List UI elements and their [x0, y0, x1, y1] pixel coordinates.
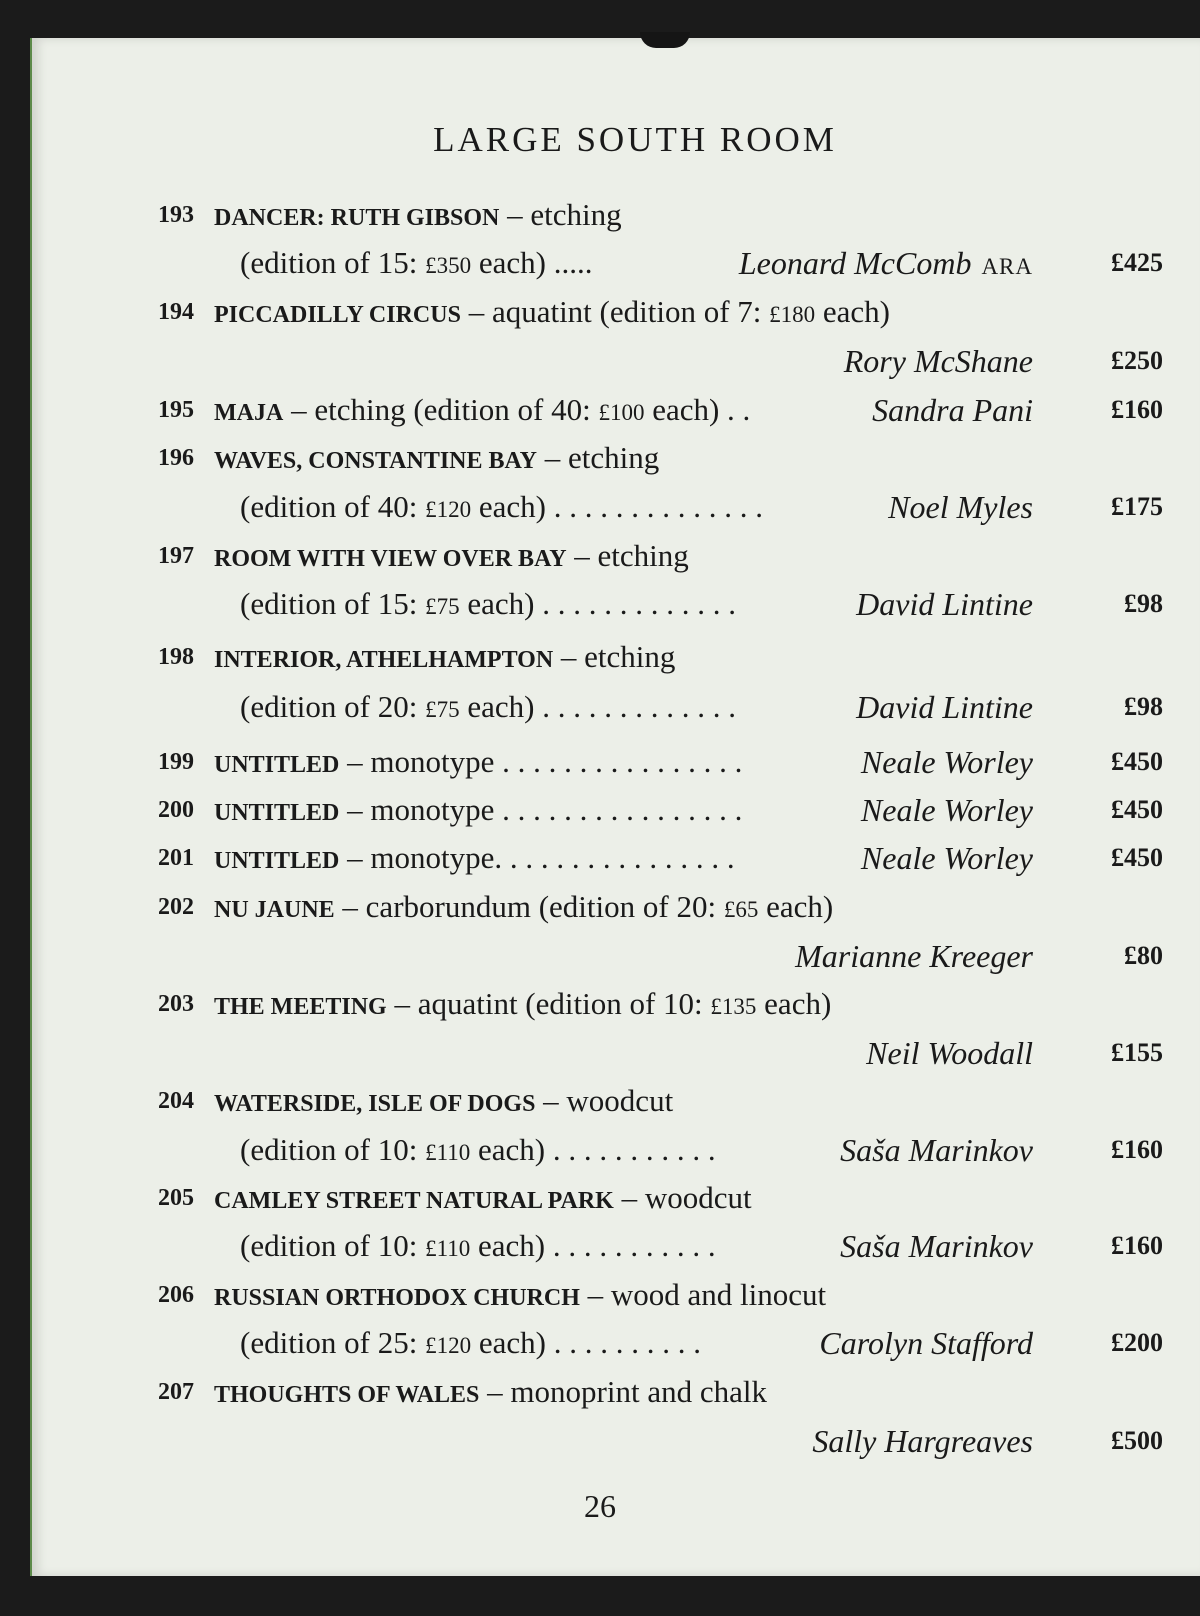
- entry-number: 204: [158, 1088, 194, 1114]
- entry-medium: monotype . . . . . . . . . . . . . . . .: [370, 792, 743, 827]
- entry-price-each: £100: [598, 400, 645, 425]
- entry-price-each: £120: [425, 1333, 472, 1358]
- entry-artist: Marianne Kreeger: [795, 938, 1033, 974]
- entry-medium: woodcut: [566, 1083, 674, 1118]
- entry-number: 193: [158, 202, 194, 228]
- artist-rank: ARA: [981, 254, 1033, 279]
- entry-medium: monotype. . . . . . . . . . . . . . . .: [370, 840, 735, 875]
- entry-title: WATERSIDE, ISLE OF DOGS: [214, 1091, 536, 1117]
- entry-price: £160: [1111, 1231, 1163, 1260]
- entry-artist: Neale Worley: [860, 840, 1033, 876]
- entry-line: 195 MAJA – etching (edition of 40: £100 each) . . Sandra Pani £160: [158, 386, 1163, 434]
- entry-artist: Noel Myles: [888, 489, 1033, 525]
- entry-medium: etching: [584, 639, 676, 674]
- entry-dots: each) . .: [644, 392, 751, 427]
- entry-price-each: £75: [425, 594, 460, 619]
- entry-title: ROOM WITH VIEW OVER BAY: [214, 546, 567, 572]
- entry-number: 194: [158, 299, 194, 325]
- entry-artist: Rory McShane: [843, 343, 1033, 379]
- entry-artist: David Lintine: [856, 689, 1033, 725]
- entry-medium: monotype . . . . . . . . . . . . . . . .: [370, 744, 743, 779]
- entry-line: 201 UNTITLED – monotype. . . . . . . . . . . . . . . . Neale Worley £450: [158, 834, 1163, 882]
- entry-edition: (edition of 25:: [240, 1325, 426, 1360]
- entry-medium: wood and linocut: [610, 1277, 827, 1312]
- entry-title: RUSSIAN ORTHODOX CHURCH: [214, 1285, 580, 1311]
- entry-artist: Sandra Pani: [872, 392, 1033, 428]
- entry-medium: monoprint and chalk: [510, 1374, 767, 1409]
- entry-artist: Neale Worley: [860, 792, 1033, 828]
- entry-price: £160: [1111, 1135, 1163, 1164]
- entry-medium: aquatint (edition of 10:: [417, 986, 711, 1021]
- entry-title: THOUGHTS OF WALES: [214, 1382, 480, 1408]
- entry-title: UNTITLED: [214, 848, 340, 874]
- entry-line: 199 UNTITLED – monotype . . . . . . . . . . . . . . . . Neale Worley £450: [158, 738, 1163, 786]
- entry-line: 197 ROOM WITH VIEW OVER BAY – etching: [158, 532, 1163, 580]
- entry-line: [158, 932, 1163, 980]
- entry-line: [158, 483, 1163, 531]
- entry-dots: each) . . . . . . . . . .: [471, 1325, 701, 1360]
- entry-number: 206: [158, 1282, 194, 1308]
- entry-line: 200 UNTITLED – monotype . . . . . . . . . . . . . . . . Neale Worley £450: [158, 786, 1163, 834]
- entry-title: INTERIOR, ATHELHAMPTON: [214, 647, 554, 673]
- entry-artist: Neale Worley: [860, 744, 1033, 780]
- entry-edition: (edition of 15:: [240, 586, 426, 621]
- entry-medium: aquatint (edition of 7:: [491, 294, 770, 329]
- entry-price-each: £65: [723, 897, 759, 922]
- page-number: 26: [584, 1488, 616, 1524]
- entry-title: UNTITLED: [214, 752, 340, 778]
- entry-medium: etching: [597, 538, 689, 573]
- entry-artist: Saša Marinkov: [840, 1132, 1033, 1168]
- entry-medium: carborundum (edition of 20:: [365, 889, 724, 924]
- entry-edition: (edition of 40:: [240, 489, 426, 524]
- entry-number: 199: [158, 749, 194, 775]
- entry-artist: Neil Woodall: [866, 1035, 1033, 1071]
- entry-number: 207: [158, 1379, 194, 1405]
- entry-line: [158, 683, 1163, 731]
- entry-price: £160: [1111, 395, 1163, 424]
- entry-price: £98: [1124, 692, 1163, 721]
- entry-title: NU JAUNE: [214, 897, 335, 923]
- entry-price: £450: [1111, 843, 1163, 872]
- entry-line: 198 INTERIOR, ATHELHAMPTON – etching: [158, 633, 1163, 681]
- entry-title: PICCADILLY CIRCUS: [214, 302, 461, 328]
- entry-line: 203 THE MEETING – aquatint (edition of 10: £135 each): [158, 980, 1163, 1028]
- entry-line: 196 WAVES, CONSTANTINE BAY – etching: [158, 434, 1163, 482]
- entry-number: 196: [158, 445, 194, 471]
- entry-each: each): [756, 986, 832, 1021]
- entry-line: 194 PICCADILLY CIRCUS – aquatint (edition of 7: £180 each): [158, 288, 1163, 336]
- entry-edition: (edition of 20:: [240, 689, 426, 724]
- entry-number: 197: [158, 543, 194, 569]
- entry-artist: Saša Marinkov: [840, 1228, 1033, 1264]
- entry-medium: woodcut: [644, 1180, 752, 1215]
- entry-number: 201: [158, 845, 194, 871]
- entry-price: £155: [1111, 1038, 1163, 1067]
- entry-number: 205: [158, 1185, 194, 1211]
- entry-price: £80: [1124, 941, 1163, 970]
- page-title: LARGE SOUTH ROOM: [433, 120, 837, 159]
- entry-dots: each) . . . . . . . . . . . . . .: [471, 489, 763, 524]
- entry-line: [158, 1319, 1163, 1367]
- entry-edition: (edition of 10:: [240, 1132, 426, 1167]
- entry-price: £425: [1111, 248, 1163, 277]
- entry-dots: each) . . . . . . . . . . .: [470, 1132, 716, 1167]
- entry-line: [158, 239, 1163, 287]
- entry-line: 205 CAMLEY STREET NATURAL PARK – woodcut: [158, 1174, 1163, 1222]
- entry-title: DANCER: RUTH GIBSON: [214, 205, 500, 231]
- entry-medium: etching (edition of 40:: [314, 392, 599, 427]
- entry-line: [158, 580, 1163, 628]
- entry-title: CAMLEY STREET NATURAL PARK: [214, 1188, 614, 1214]
- entry-artist: Sally Hargreaves: [812, 1423, 1033, 1459]
- entry-price-each: £350: [425, 253, 472, 278]
- entry-line: 193 DANCER: RUTH GIBSON – etching: [158, 191, 1163, 239]
- entry-edition: (edition of 15:: [240, 245, 426, 280]
- entry-price: £450: [1111, 795, 1163, 824]
- entry-price: £500: [1111, 1426, 1163, 1455]
- entry-price: £98: [1124, 589, 1163, 618]
- entry-medium: etching: [530, 197, 622, 232]
- entry-artist: Carolyn Stafford: [819, 1325, 1033, 1361]
- entry-line: [158, 1222, 1163, 1270]
- entry-line: [158, 1029, 1163, 1077]
- entry-each: each): [815, 294, 891, 329]
- entry-title: THE MEETING: [214, 994, 387, 1020]
- entry-title: MAJA: [214, 400, 284, 426]
- entry-price: £450: [1111, 747, 1163, 776]
- entry-price: £250: [1111, 346, 1163, 375]
- entry-line: [158, 1417, 1163, 1465]
- entry-edition: (edition of 10:: [240, 1228, 426, 1263]
- entry-number: 202: [158, 894, 194, 920]
- entry-price: £175: [1111, 492, 1163, 521]
- entry-price: £200: [1111, 1328, 1163, 1357]
- entry-price-each: £135: [710, 994, 757, 1019]
- entry-price-each: £75: [425, 697, 460, 722]
- entry-line: 202 NU JAUNE – carborundum (edition of 20: £65 each): [158, 883, 1163, 931]
- entry-number: 198: [158, 644, 194, 670]
- entry-price-each: £110: [425, 1236, 471, 1261]
- entry-line: 207 THOUGHTS OF WALES – monoprint and chalk: [158, 1368, 1163, 1416]
- entry-artist: David Lintine: [856, 586, 1033, 622]
- entry-number: 200: [158, 797, 194, 823]
- entry-dots: each) . . . . . . . . . . . . .: [459, 586, 736, 621]
- entry-each: each): [758, 889, 834, 924]
- entry-price-each: £180: [769, 302, 816, 327]
- entry-line: [158, 1126, 1163, 1174]
- entry-line: [158, 337, 1163, 385]
- entry-line: 204 WATERSIDE, ISLE OF DOGS – woodcut: [158, 1077, 1163, 1125]
- entry-medium: etching: [568, 440, 660, 475]
- entry-dots: each) .....: [471, 245, 593, 280]
- entry-number: 203: [158, 991, 194, 1017]
- entry-title: UNTITLED: [214, 800, 340, 826]
- entry-number: 195: [158, 397, 194, 423]
- entry-title: WAVES, CONSTANTINE BAY: [214, 448, 537, 474]
- entry-line: 206 RUSSIAN ORTHODOX CHURCH – wood and linocut: [158, 1271, 1163, 1319]
- entry-dots: each) . . . . . . . . . . . . .: [459, 689, 736, 724]
- entry-artist: Leonard McComb: [738, 245, 972, 281]
- entry-dots: each) . . . . . . . . . . .: [470, 1228, 716, 1263]
- entry-price-each: £110: [425, 1140, 471, 1165]
- entry-price-each: £120: [425, 497, 472, 522]
